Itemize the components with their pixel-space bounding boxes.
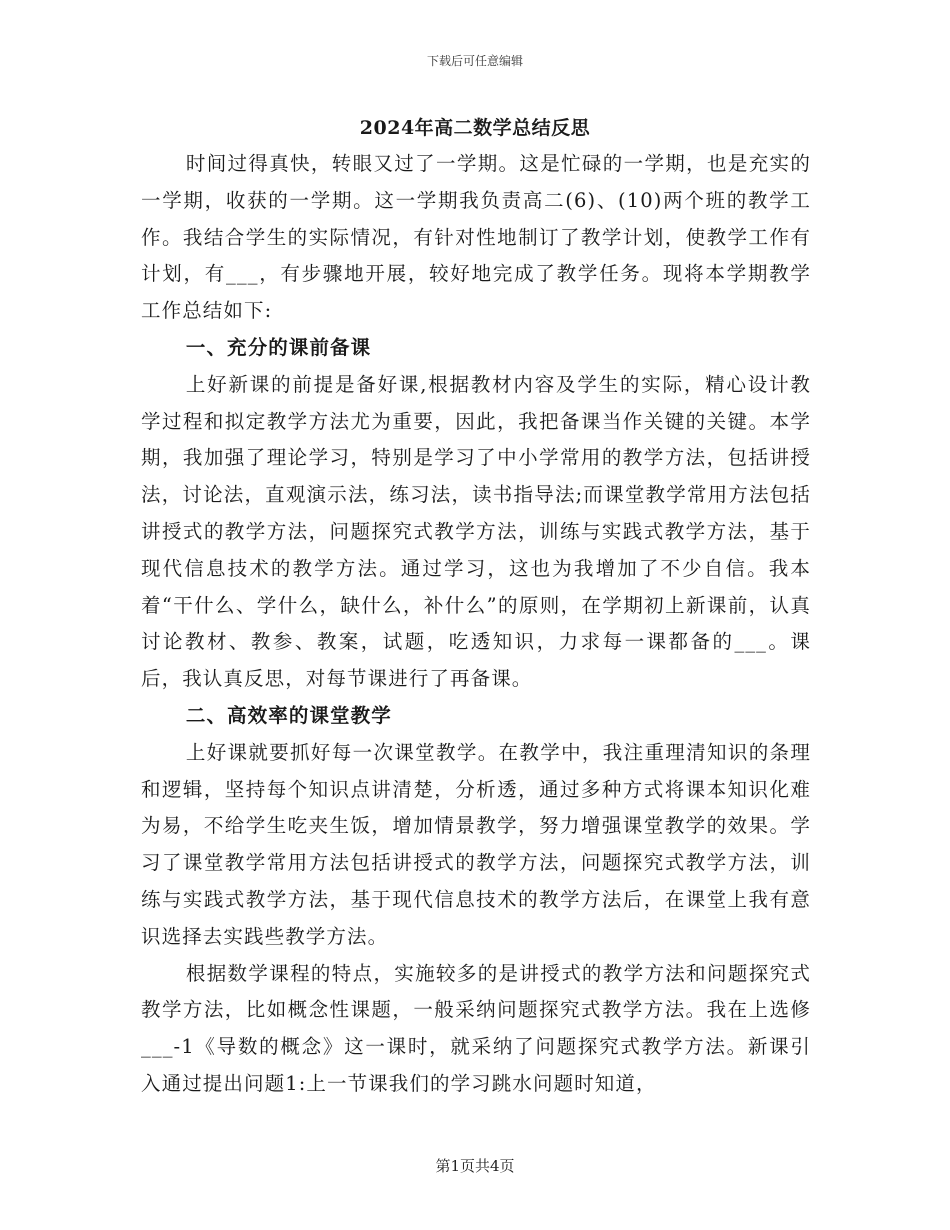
page-number: 第1页共4页 (435, 1157, 515, 1175)
section-1-paragraph: 上好新课的前提是备好课,根据教材内容及学生的实际，精心设计教学过程和拟定教学方法尤为重要，因此，我把备课当作关键的关键。本学期，我加强了理论学习，特别是学习了中小学常用的教学方法，包括讲授法，讨论法，直观演示法，练习法，读书指导法;而课堂教学常用方法包括讲授式的教学方法，问题探究式教学方法，训练与实践式教学方法，基于现代信息技术的教学方法。通过学习，这也为我增加了不少自信。我本着“干什么、学什么，缺什么，补什么”的原则，在学期初上新课前，认真讨论教材、教参、教案，试题，吃透知识，力求每一课都备的___。课后，我认真反思，对每节课进行了再备课。 (141, 372, 811, 691)
header-note: 下载后可任意编辑 (426, 54, 523, 68)
section-heading-1: 一、充分的课前备课 (185, 335, 372, 359)
section-heading-2: 二、高效率的课堂教学 (185, 703, 392, 727)
section-2-paragraph-2: 根据数学课程的特点，实施较多的是讲授式的教学方法和问题探究式教学方法，比如概念性课题，一般采纳问题探究式教学方法。我在上选修___-1《导数的概念》这一课时，就采纳了问题探究式教学方法。新课引入通过提出问题1:上一节课我们的学习跳水问题时知道， (141, 961, 811, 1095)
document-title: 2024年高二数学总结反思 (359, 117, 591, 139)
section-2-paragraph-1: 上好课就要抓好每一次课堂教学。在教学中，我注重理清知识的条理和逻辑，坚持每个知识点讲清楚，分析透，通过多种方式将课本知识化难为易，不给学生吃夹生饭，增加情景教学，努力增强课堂教学的效果。学习了课堂教学常用方法包括讲授式的教学方法，问题探究式教学方法，训练与实践式教学方法，基于现代信息技术的教学方法后，在课堂上我有意识选择去实践些教学方法。 (141, 740, 811, 948)
intro-paragraph: 时间过得真快，转眼又过了一学期。这是忙碌的一学期，也是充实的一学期，收获的一学期。这一学期我负责高二(6)、(10)两个班的教学工作。我结合学生的实际情况，有针对性地制订了教学计划，使教学工作有计划，有___，有步骤地开展，较好地完成了教学任务。现将本学期教学工作总结如下: (141, 152, 811, 323)
document-body (141, 146, 811, 1103)
